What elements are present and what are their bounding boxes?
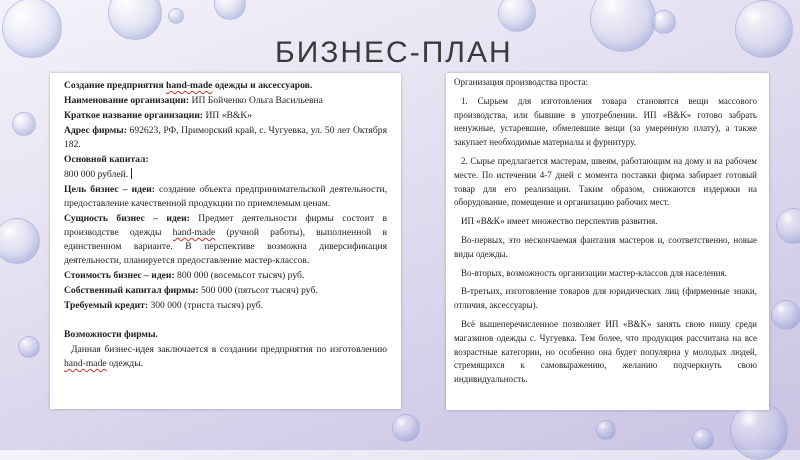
water-bubble <box>730 402 788 460</box>
doc-paragraph: Во-вторых, возможность организации мастер-классов для населения. <box>461 267 727 278</box>
short-name-line: Краткое название организации: ИП «B&K» <box>64 110 253 121</box>
own-capital-line: Собственный капитал фирмы: 500 000 (пятьсот тысяч) руб. <box>64 285 318 296</box>
water-bubble <box>652 10 676 34</box>
water-bubble <box>590 0 656 52</box>
cost-line: Стоимость бизнес – идеи: 800 000 (восемьсот тысяч) руб. <box>64 270 305 281</box>
water-bubble <box>498 0 536 32</box>
water-bubble <box>776 208 800 244</box>
water-bubble <box>214 0 246 20</box>
capital-label: Основной капитал: <box>64 154 149 165</box>
credit-line: Требуемый кредит: 300 000 (триста тысяч) руб. <box>64 300 264 311</box>
opportunities-heading: Возможности фирмы. <box>64 329 158 340</box>
water-bubble <box>771 300 800 330</box>
address-line: Адрес фирмы: 692623, РФ, Приморский край, с. Чугуевка, ул. 50 лет Октября 182. <box>64 125 387 150</box>
org-name-line: Наименование организации: ИП Бойченко Ольга Васильевна <box>64 95 323 106</box>
doc-paragraph: Всё вышеперечисленное позволяет ИП «B&K» занять свою нишу среди магазинов одежды с. Чугуевка. Тем более, что продукция рассчитана на все возрастные категории, но особенно она будет популярна у молодых людей, стремящихся к самовыражению, желанию подчеркнуть свою индивидуальность. <box>454 318 757 385</box>
doc-paragraph: 2. Сырье предлагается мастерам, швеям, работающим на дому и на рабочем месте. По истечении 4-7 дней с момента поставки фирма забирает готовый товар для его реализации. Таким образом, снижаются издержки на оборудование, помещение и организацию рабочих мест. <box>454 155 757 208</box>
water-bubble <box>0 218 40 264</box>
text-cursor <box>131 168 132 179</box>
doc-paragraph: Организация производства проста: <box>454 77 588 87</box>
water-bubble <box>18 336 40 358</box>
water-bubble <box>2 0 62 58</box>
water-bubble <box>596 420 616 440</box>
doc-paragraph: ИП «B&K» имеет множество перспектив развития. <box>461 216 658 227</box>
doc-paragraph: Во-первых, это нескончаемая фантазия мастеров и, соответственно, новые виды одежды. <box>454 234 757 259</box>
slide-title: БИЗНЕС-ПЛАН <box>275 36 513 69</box>
left-document <box>50 73 401 409</box>
water-bubble <box>108 0 162 40</box>
doc-heading: Создание предприятия hand-made одежды и аксессуаров. <box>64 80 313 91</box>
paragraph-gap <box>64 314 387 328</box>
water-bubble <box>168 8 184 24</box>
goal-line: Цель бизнес – идеи: создание объекта предпринимательской деятельности, предоставление качественной продукции по приемлемым ценам. <box>64 184 388 209</box>
water-bubble <box>392 414 420 442</box>
doc-paragraph: В-третьих, изготовление товаров для юридических лиц (фирменные знаки, отличия, аксессуары). <box>454 286 757 311</box>
water-bubble <box>692 428 714 450</box>
water-bubble <box>12 112 36 136</box>
capital-value: 800 000 рублей. <box>64 168 387 182</box>
right-document <box>446 73 769 410</box>
essence-line: Сущность бизнес – идеи: Предмет деятельности фирмы состоит в производстве одежды hand-made (ручной работы), выполненной в единственном варианте. В перспективе возможна диверсификация деятельности, планируется предоставление мастер-классов. <box>64 213 387 266</box>
water-bubble <box>735 0 793 58</box>
idea-paragraph: Данная бизнес-идея заключается в создании предприятия по изготовлению hand-made одежды. <box>64 344 387 369</box>
doc-paragraph: 1. Сырьем для изготовления товара становятся вещи массового производства, или бывшие в употреблении. ИП «B&K» готово забрать ненужные, устаревшие, обмелевшие вещи (за умеренную плату), а также закупает необходимые материалы и фурнитуру. <box>454 95 757 148</box>
